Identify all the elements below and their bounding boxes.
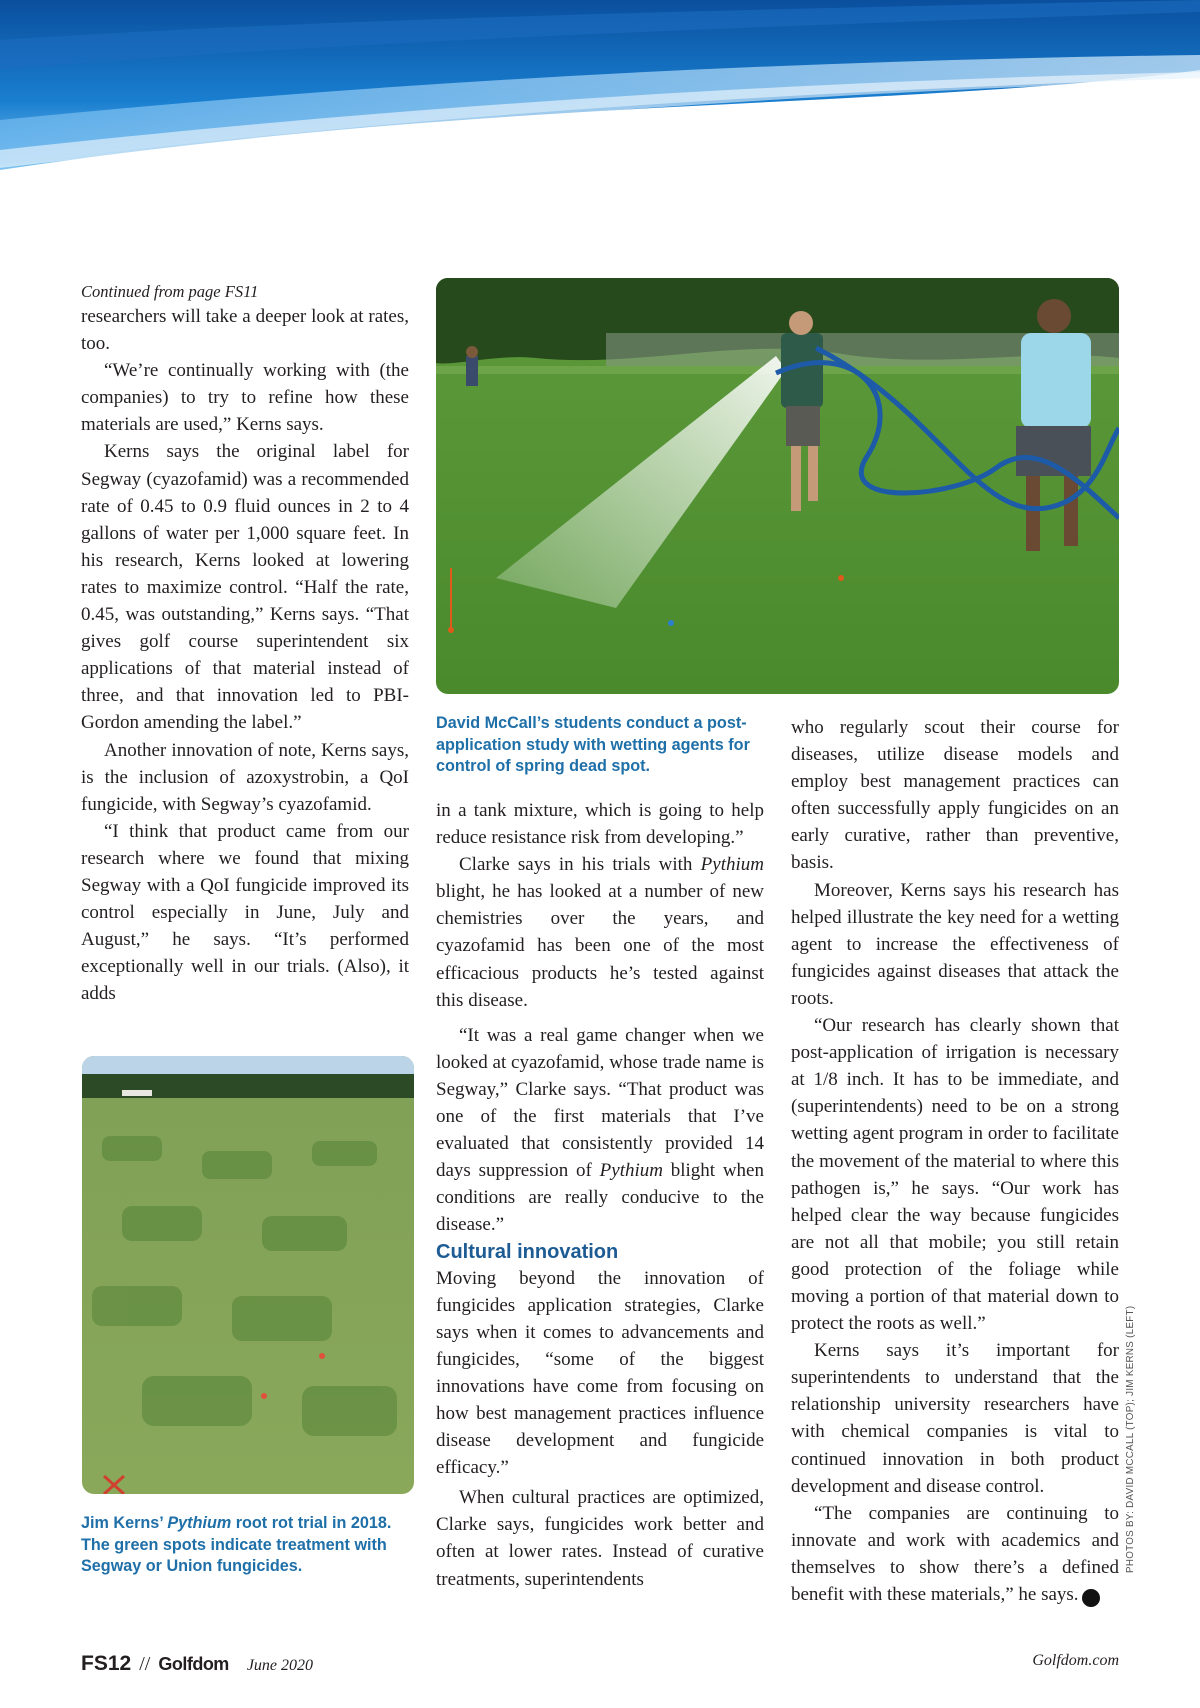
header-wave-banner: [0, 0, 1200, 175]
paragraph: in a tank mixture, which is going to help reduce resistance risk from developing.”: [436, 800, 764, 849]
top-photo-caption: David McCall’s students conduct a post-application study with wetting agents for control of spring dead spot.: [436, 714, 750, 775]
article-column-1: [81, 281, 409, 1007]
paragraph: Moving beyond the innovation of fungicides application strategies, Clarke says when it comes to advancements and fungicides, “some of the biggest innovations have come from focusing on how best management practices influence disease development and fungicide efficacy.”: [436, 1267, 764, 1479]
paragraph: “It was a real game changer when we looked at cyazofamid, whose trade name is Segway,” Clarke says. “That product was one of the first materials that I’ve evaluated that consistently provided 14 days suppression of Pythium blight when conditions are really conducive to the disease.”: [436, 1024, 764, 1236]
page-number: FS12: [81, 1652, 132, 1675]
left-photo-trial-plot: [82, 1056, 414, 1494]
paragraph: Clarke says in his trials with Pythium blight, he has looked at a number of new chemistries over the years, and cyazofamid has been one of the most efficacious products he’s tested against this disease.: [436, 854, 764, 1011]
section-subhead: Cultural innovation: [436, 1240, 619, 1263]
end-mark-icon: G: [1082, 1589, 1100, 1607]
paragraph: “I think that product came from our research where we found that mixing Segway with a QoI fungicide improved its control especially in June, July and August,” he says. “It’s performed exceptionally well in our trials. (Also), it adds: [81, 820, 409, 1005]
left-photo-caption: [81, 1513, 411, 1578]
site-url: Golfdom.com: [1032, 1652, 1119, 1669]
paragraph: Kerns says it’s important for superintendents to understand that the relationship university researchers have with chemical companies is vital to continued innovation in both product development and disease control.: [791, 1340, 1119, 1497]
footer-left: [81, 1652, 313, 1676]
top-photo-spraying-turf: [436, 278, 1119, 694]
brand-name: Golfdom: [158, 1654, 229, 1674]
continued-note: Continued from page FS11: [81, 282, 259, 301]
caption-text: Jim Kerns’: [81, 1514, 168, 1532]
paragraph: Another innovation of note, Kerns says, is the inclusion of azoxystrobin, a QoI fungicide, with Segway’s cyazofamid.: [81, 739, 409, 815]
paragraph: “Our research has clearly shown that post-application of irrigation is necessary at 1/8 inch. It has to be immediate, and (superintendents) need to be on a strong wetting agent program in order to facilitate the movement of the material to where this pathogen is,” he says. “Our work has helped clear the way because fungicides are not all that mobile; you still retain good protection of the foliage while moving a portion of that material down to protect the roots as well.”: [791, 1015, 1119, 1335]
footer-separator: //: [139, 1653, 151, 1675]
paragraph: “We’re continually working with (the companies) to try to refine how these materials are used,” Kerns says.: [81, 360, 409, 436]
article-column-3: [791, 714, 1119, 1608]
paragraph: who regularly scout their course for diseases, utilize disease models and employ best management practices can often successfully apply fungicides on an early curative, rather than preventive, basis.: [791, 717, 1119, 874]
article-column-2: [436, 797, 764, 1593]
paragraph: researchers will take a deeper look at rates, too.: [81, 306, 409, 355]
paragraph: Moreover, Kerns says his research has helped illustrate the key need for a wetting agent to increase the effectiveness of fungicides against diseases that attack the roots.: [791, 879, 1119, 1009]
caption-text: root rot trial in 2018. The green spots indicate treatment with Segway or Union fungicides.: [81, 1514, 392, 1575]
paragraph: “The companies are continuing to innovate and work with academics and themselves to show there’s a defined benefit with these materials,” he says. G: [791, 1502, 1119, 1605]
paragraph: When cultural practices are optimized, Clarke says, fungicides work better and often at lower rates. Instead of curative treatments, superintendents: [436, 1487, 764, 1590]
paragraph: Kerns says the original label for Segway (cyazofamid) was a recommended rate of 0.45 to 0.9 fluid ounces in 2 to 4 gallons of water per 1,000 square feet. In his research, Kerns looked at lowering rates to maximize control. “Half the rate, 0.45, was outstanding,” Kerns says. “That gives golf course superintendent six applications of that material instead of three, and that innovation led to PBI-Gordon amending the label.”: [81, 441, 409, 734]
caption-italic: Pythium: [167, 1514, 232, 1532]
photo-credit: PHOTOS BY: DAVID MCCALL (TOP); JIM KERNS (LEFT): [1125, 1305, 1136, 1573]
issue-date: June 2020: [246, 1657, 314, 1674]
